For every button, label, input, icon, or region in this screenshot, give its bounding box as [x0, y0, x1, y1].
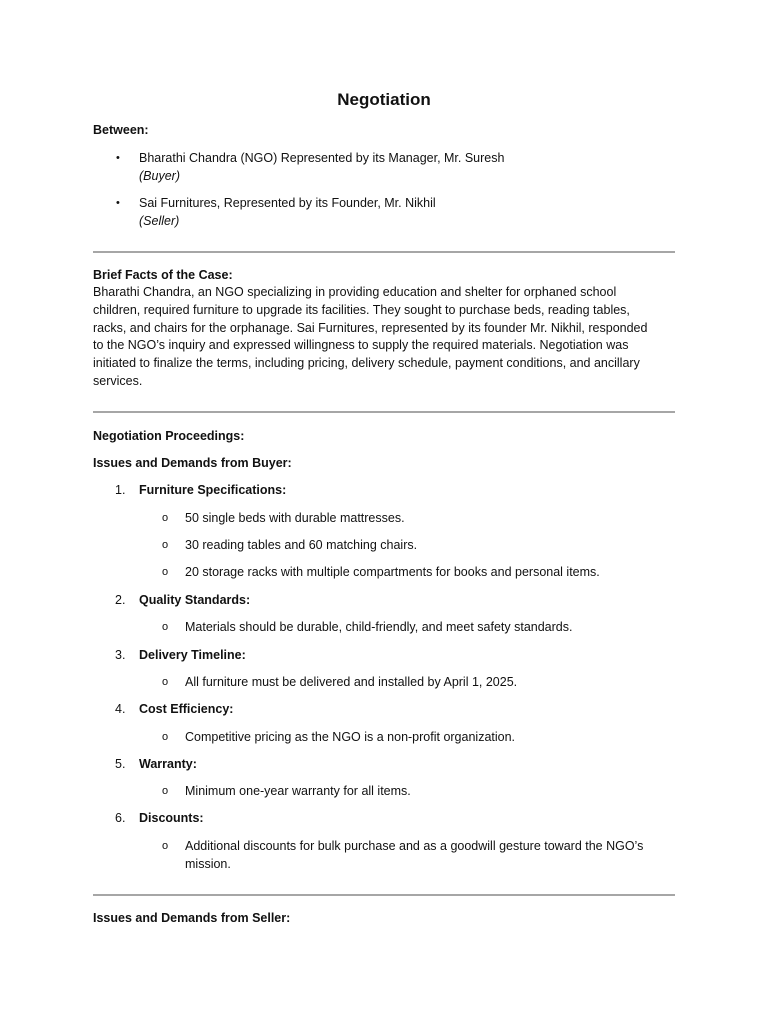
facts-paragraph [93, 284, 675, 391]
facts-line: children, required furniture to upgrade its facilities. They sought to purchase beds, reading tables, [93, 302, 630, 317]
circle-bullet-icon: o [162, 731, 169, 743]
facts-line: Bharathi Chandra, an NGO specializing in providing education and shelter for orphaned school [93, 285, 617, 299]
circle-bullet-icon: o [162, 676, 169, 688]
sub-item-text: 20 storage racks with multiple compartments for books and personal items. [185, 565, 600, 579]
buyer-issues-heading: Issues and Demands from Buyer: [93, 456, 292, 470]
sub-item-text: Additional discounts for bulk purchase and as a goodwill gesture toward the NGO’s mission. [185, 839, 644, 871]
section-divider [93, 411, 675, 413]
seller-issues-heading: Issues and Demands from Seller: [93, 911, 291, 925]
item-label: Cost Efficiency: [139, 702, 234, 716]
item-number: 5. [115, 757, 126, 771]
facts-line: racks, and chairs for the orphanage. Sai Furnitures, represented by its founder Mr. Nikhil, responded [93, 320, 648, 335]
item-number: 2. [115, 593, 126, 607]
facts-line: to the NGO’s inquiry and expressed willingness to supply the required materials. Negotiation was [93, 338, 629, 353]
item-number: 6. [115, 811, 126, 825]
circle-bullet-icon: o [162, 785, 169, 797]
sub-item-text: All furniture must be delivered and installed by April 1, 2025. [185, 675, 518, 689]
party-name: Sai Furnitures, Represented by its Founder, Mr. Nikhil [139, 196, 436, 210]
circle-bullet-icon: o [162, 840, 169, 852]
bullet-icon: • [116, 197, 120, 209]
item-label: Delivery Timeline: [139, 648, 246, 662]
sub-item-text: Minimum one-year warranty for all items. [185, 784, 411, 798]
between-label: Between: [93, 123, 149, 137]
circle-bullet-icon: o [162, 621, 169, 633]
section-divider [93, 894, 675, 896]
facts-line: initiated to finalize the terms, including pricing, delivery schedule, payment conditions, and ancillary [93, 356, 640, 371]
circle-bullet-icon: o [162, 539, 169, 551]
item-number: 3. [115, 648, 126, 662]
item-label: Quality Standards: [139, 593, 251, 607]
item-label: Discounts: [139, 811, 204, 825]
item-label: Furniture Specifications: [139, 483, 287, 497]
sub-item-text: Materials should be durable, child-friendly, and meet safety standards. [185, 620, 573, 634]
circle-bullet-icon: o [162, 566, 169, 578]
party-role: (Seller) [139, 214, 180, 228]
party-role: (Buyer) [139, 169, 180, 183]
item-number: 1. [115, 483, 126, 497]
bullet-icon: • [116, 152, 120, 164]
sub-item-text: 50 single beds with durable mattresses. [185, 511, 405, 525]
item-number: 4. [115, 702, 126, 716]
document-title: Negotiation [337, 90, 431, 109]
party-name: Bharathi Chandra (NGO) Represented by its Manager, Mr. Suresh [139, 151, 505, 165]
circle-bullet-icon: o [162, 512, 169, 524]
item-label: Warranty: [139, 757, 197, 771]
sub-item-text: 30 reading tables and 60 matching chairs. [185, 538, 418, 552]
section-divider [93, 251, 675, 253]
facts-line: services. [93, 373, 143, 388]
proceedings-heading: Negotiation Proceedings: [93, 429, 245, 443]
sub-item-text: Competitive pricing as the NGO is a non-profit organization. [185, 730, 516, 744]
facts-heading: Brief Facts of the Case: [93, 268, 233, 282]
